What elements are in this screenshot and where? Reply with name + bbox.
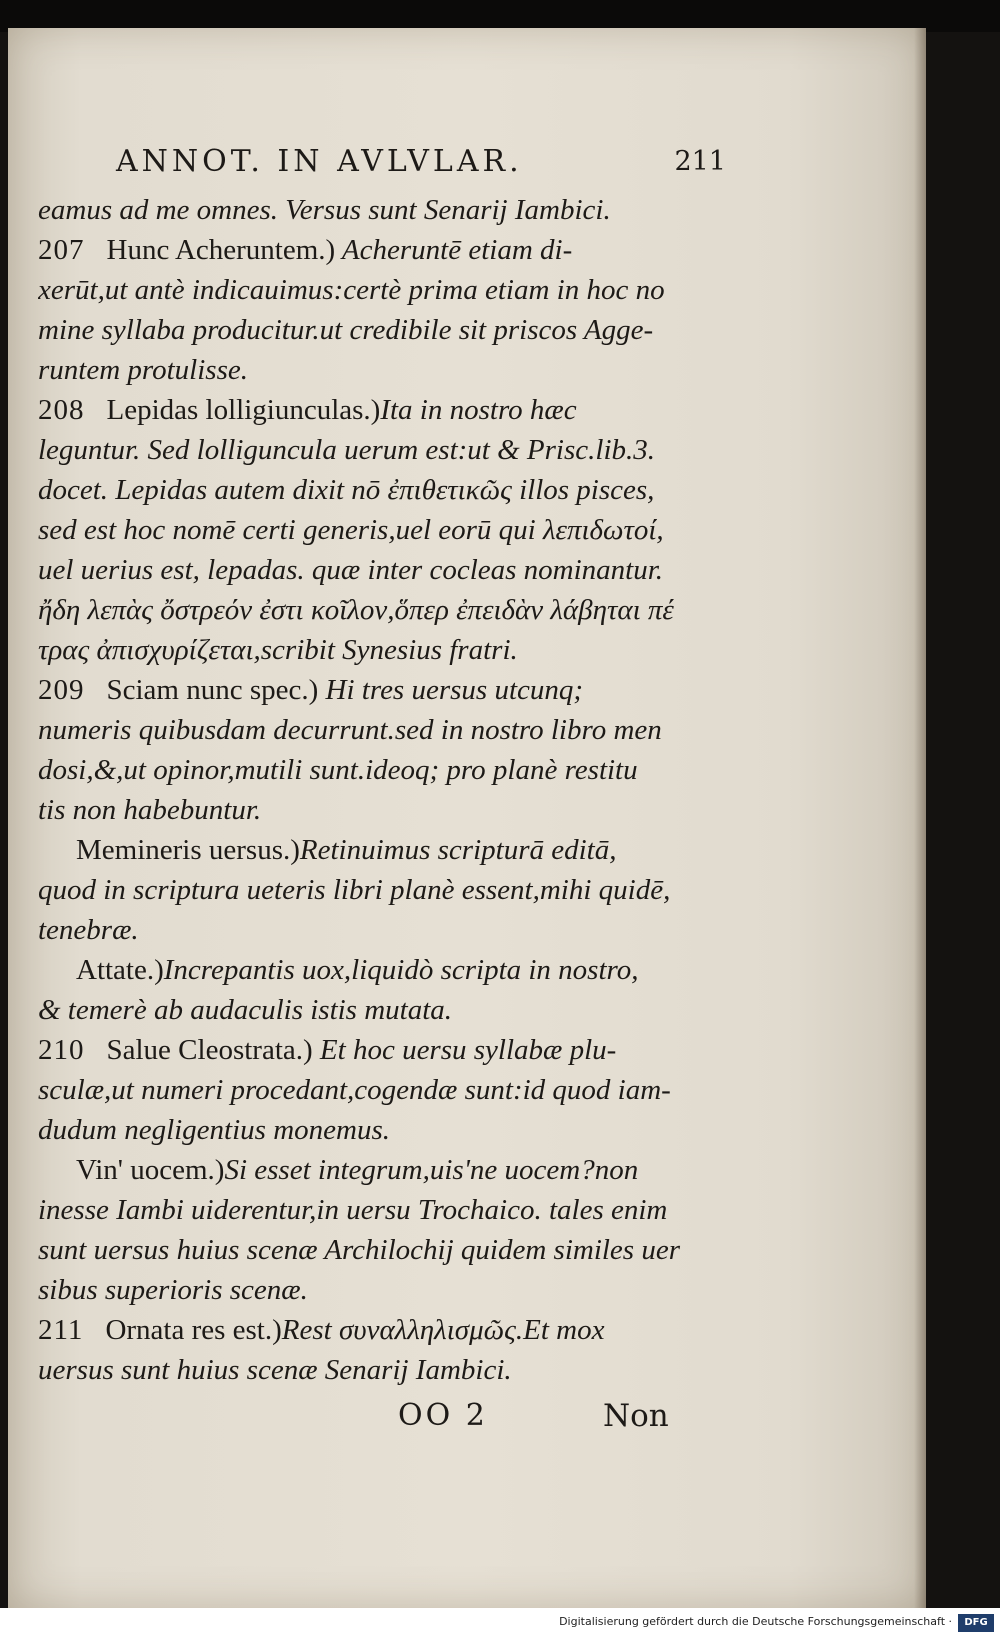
text-line (38, 190, 738, 230)
line-text: dudum negligentius monemus. (38, 1114, 390, 1146)
line-text: tenebræ. (38, 914, 139, 946)
line-text: xerūt,ut antè indicauimus:certè prima etiam in hoc no (38, 274, 665, 306)
running-head-title: ANNOT. IN AVLVLAR. (116, 144, 523, 179)
text-block (38, 138, 738, 1442)
line-text: numeris quibusdam decurrunt.sed in nostro libro men (38, 714, 662, 746)
text-line (38, 1350, 738, 1390)
catch-line (38, 1398, 738, 1442)
note-number: 207 (38, 234, 85, 266)
text-line (38, 430, 738, 470)
line-text: leguntur. Sed lolliguncula uerum est:ut & Prisc.lib.3. (38, 434, 656, 466)
text-line (38, 390, 738, 430)
line-text: sculæ,ut numeri procedant,cogendæ sunt:id quod iam- (38, 1074, 671, 1106)
line-text: uel uerius est, lepadas. quæ inter cocleas nominantur. (38, 554, 664, 586)
text-line (38, 750, 738, 790)
line-text: quod in scriptura ueteris libri planè essent,mihi quidē, (38, 874, 671, 906)
lemma: Ornata res est.) (105, 1314, 282, 1346)
line-text: ἤδη λεπὰς ὄστρεόν ἐστι κοῖλον,ὅπερ ἐπειδὰν λάβηται πέ (38, 594, 674, 626)
line-text: Et hoc uersu syllabæ plu- (312, 1034, 617, 1066)
line-text: & temerè ab audaculis istis mutata. (38, 994, 453, 1026)
text-line (38, 1070, 738, 1110)
line-text: docet. Lepidas autem dixit nō ἐπιθετικῶς illos pisces, (38, 474, 655, 506)
text-line (38, 870, 738, 910)
text-line (38, 1230, 738, 1270)
text-line (38, 1310, 738, 1350)
signature-mark: OO 2 (398, 1398, 488, 1433)
note-number: 210 (38, 1034, 85, 1066)
folio-number: 211 (674, 146, 726, 177)
line-text: Ita in nostro hæc (380, 394, 577, 426)
line-text: Rest συναλληλισμῶς.Et mox (281, 1314, 605, 1346)
text-line (38, 950, 738, 990)
line-text: sunt uersus huius scenæ Archilochij quidem similes uer (38, 1234, 680, 1266)
page-edge-shadow (914, 28, 926, 1608)
lemma: Sciam nunc spec.) (106, 674, 319, 706)
footer-bar (0, 1608, 1000, 1639)
text-line (38, 230, 738, 270)
lemma: Memineris uersus.) (76, 834, 300, 866)
text-line (38, 710, 738, 750)
line-text: sed est hoc nomē certi generis,uel eorū qui λεπιδωτοί, (38, 514, 664, 546)
text-line (38, 350, 738, 390)
lemma: Vin' uocem.) (76, 1154, 225, 1186)
text-line (38, 830, 738, 870)
text-line (38, 630, 738, 670)
text-line (38, 910, 738, 950)
lemma: Hunc Acheruntem.) (106, 234, 336, 266)
line-text: Increpantis uox,liquidò scripta in nostro, (163, 954, 639, 986)
note-number: 209 (38, 674, 85, 706)
text-line (38, 1110, 738, 1150)
lemma: Attate.) (76, 954, 164, 986)
line-text: eamus ad me omnes. Versus sunt Senarij Iambici. (38, 194, 611, 226)
running-head (38, 138, 738, 190)
catchword: Non (603, 1398, 669, 1434)
text-line (38, 310, 738, 350)
book-page (8, 28, 926, 1608)
text-line (38, 1270, 738, 1310)
text-line (38, 550, 738, 590)
dfg-logo: DFG (958, 1614, 994, 1632)
line-text: Hi tres uersus utcunq; (318, 674, 584, 706)
text-line (38, 270, 738, 310)
text-line (38, 510, 738, 550)
text-line (38, 790, 738, 830)
line-text: dosi,&,ut opinor,mutili sunt.ideoq; pro planè restitu (38, 754, 638, 786)
text-line (38, 590, 738, 630)
line-text: Si esset integrum,uis'ne uocem?non (224, 1154, 639, 1186)
text-line (38, 1030, 738, 1070)
text-line (38, 670, 738, 710)
text-line (38, 1150, 738, 1190)
line-text: Retinuimus scripturā editā, (299, 834, 617, 866)
lemma: Salue Cleostrata.) (106, 1034, 313, 1066)
line-text: uersus sunt huius scenæ Senarij Iambici. (38, 1354, 512, 1386)
line-text: runtem protulisse. (38, 354, 248, 386)
line-text: mine syllaba producitur.ut credibile sit priscos Agge- (38, 314, 654, 346)
line-text: inesse Iambi uiderentur,in uersu Trochaico. tales enim (38, 1194, 668, 1226)
lemma: Lepidas lolligiunculas.) (106, 394, 381, 426)
line-text: τρας ἀπισχυρίζεται,scribit Synesius fratri. (38, 634, 518, 666)
note-number: 208 (38, 394, 85, 426)
line-text: sibus superioris scenæ. (38, 1274, 308, 1306)
note-number: 211 (38, 1314, 84, 1346)
text-lines (38, 190, 738, 1390)
text-line (38, 470, 738, 510)
text-line (38, 990, 738, 1030)
footer-credit: Digitalisierung gefördert durch die Deutsche Forschungsgemeinschaft · (559, 1615, 952, 1628)
line-text: tis non habebuntur. (38, 794, 262, 826)
text-line (38, 1190, 738, 1230)
line-text: Acheruntē etiam di- (335, 234, 573, 266)
